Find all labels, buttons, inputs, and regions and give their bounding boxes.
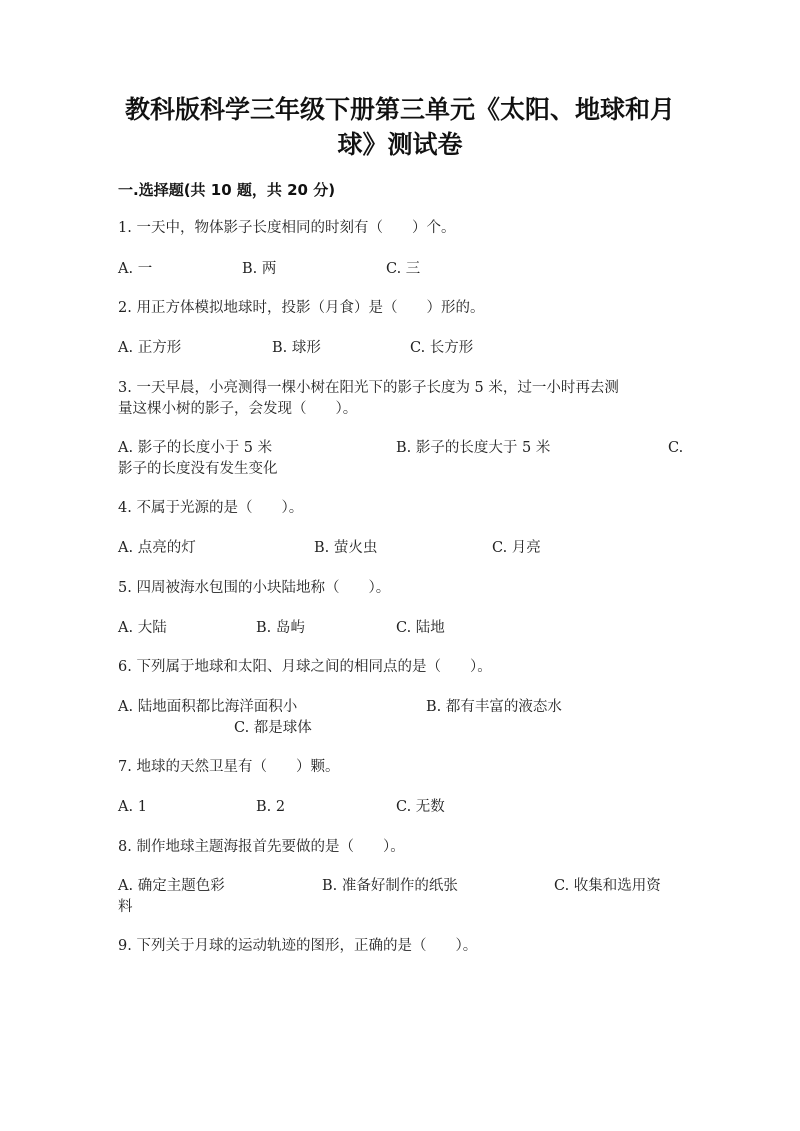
question-8: 8. 制作地球主题海报首先要做的是（ ）。 [118,839,405,855]
title-line-2: 球》测试卷 [337,130,463,159]
option-b: B. 球形 [272,340,321,356]
question-2: 2. 用正方体模拟地球时，投影（月食）是（ ）形的。 [118,300,485,316]
option-a: A. 点亮的灯 [118,540,196,556]
question-3-options [118,438,684,482]
option-b: B. 2 [256,799,286,815]
question-3-line-2: 量这棵小树的影子，会发现（ ）。 [118,401,358,417]
option-c: C. [668,440,684,456]
option-c: C. 陆地 [396,620,445,636]
option-a: A. 正方形 [118,340,182,356]
option-b: B. 准备好制作的纸张 [322,878,458,894]
option-a: A. 1 [118,799,147,815]
question-3-line-1: 3. 一天早晨，小亮测得一棵小树在阳光下的影子长度为 5 米，过一小时再去测 [118,380,619,396]
option-a: A. 影子的长度小于 5 米 [118,440,273,456]
page-title [120,92,680,162]
option-c: C. 月亮 [492,540,541,556]
option-c: C. 三 [386,261,421,277]
question-6: 6. 下列属于地球和太阳、月球之间的相同点的是（ ）。 [118,659,492,675]
section-heading: 一.选择题(共 10 题，共 20 分) [118,181,336,199]
question-8-options [118,876,684,920]
option-b: B. 岛屿 [256,620,305,636]
option-c: C. 都是球体 [234,720,312,736]
option-b: B. 都有丰富的液态水 [426,699,562,715]
question-7-options [118,797,684,841]
option-c-continued: 料 [118,899,133,915]
option-b: B. 两 [242,261,277,277]
question-4-options [118,538,684,582]
question-5-options [118,618,684,662]
option-c: C. 无数 [396,799,445,815]
option-a: A. 大陆 [118,620,167,636]
question-7: 7. 地球的天然卫星有（ ）颗。 [118,759,340,775]
question-3 [118,378,684,420]
option-b: B. 萤火虫 [314,540,378,556]
option-c-text: 影子的长度没有发生变化 [118,461,278,477]
option-a: A. 陆地面积都比海洋面积小 [118,699,298,715]
title-line-1: 教科版科学三年级下册第三单元《太阳、地球和月 [124,95,675,124]
question-4: 4. 不属于光源的是（ ）。 [118,500,304,516]
question-2-options [118,338,684,382]
question-9: 9. 下列关于月球的运动轨迹的图形，正确的是（ ）。 [118,938,478,954]
option-c: C. 收集和选用资 [554,878,661,894]
question-1-options [118,259,684,303]
option-b: B. 影子的长度大于 5 米 [396,440,551,456]
question-1: 1. 一天中，物体影子长度相同的时刻有（ ）个。 [118,220,456,236]
option-a: A. 确定主题色彩 [118,878,225,894]
question-5: 5. 四周被海水包围的小块陆地称（ ）。 [118,580,391,596]
option-c: C. 长方形 [410,340,474,356]
option-a: A. 一 [118,261,153,277]
question-6-options [118,697,684,741]
